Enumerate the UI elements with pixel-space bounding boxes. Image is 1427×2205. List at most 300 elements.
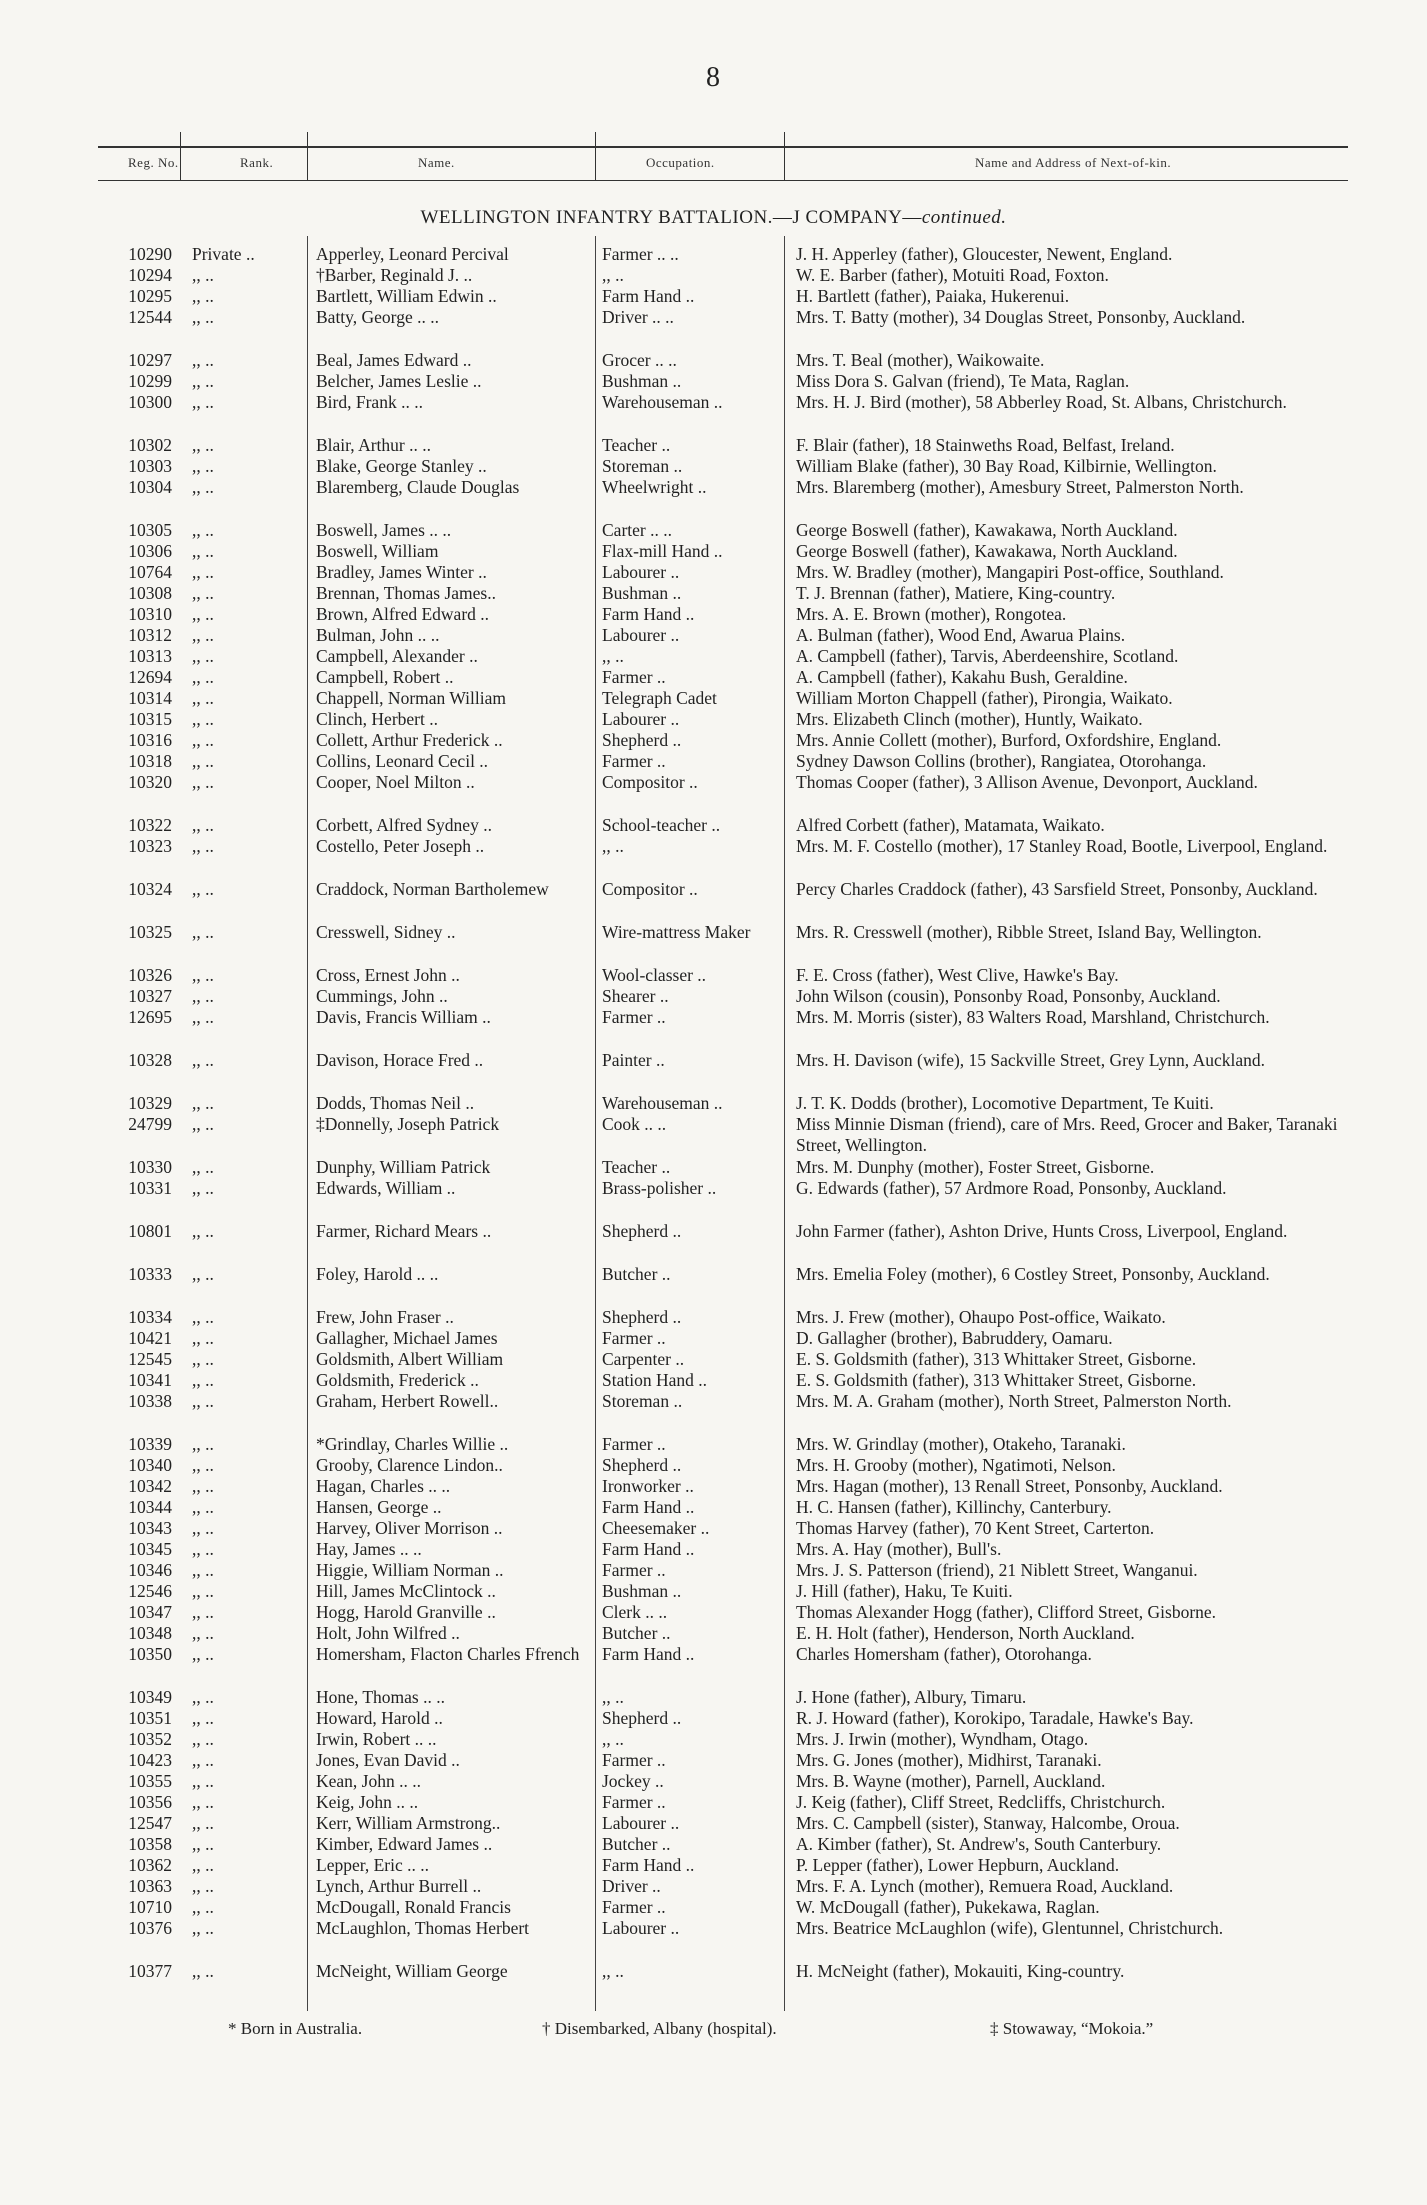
reg-number: 10324 [128, 879, 172, 899]
rank: ,, .. [192, 709, 214, 729]
header-divider [307, 132, 308, 180]
reg-number: 10801 [128, 1221, 172, 1241]
occupation: Shepherd .. [602, 1221, 682, 1241]
rank: ,, .. [192, 667, 214, 687]
soldier-name: Blair, Arthur .. .. [316, 435, 431, 455]
next-of-kin-address: Mrs. M. F. Costello (mother), 17 Stanley Road, Bootle, Liverpool, England. [796, 836, 1328, 856]
rank: ,, .. [192, 562, 214, 582]
soldier-name: Kerr, William Armstrong.. [316, 1813, 501, 1833]
reg-number: 12695 [128, 1007, 172, 1027]
rank: ,, .. [192, 646, 214, 666]
rank: ,, .. [192, 772, 214, 792]
rank: ,, .. [192, 1476, 214, 1496]
next-of-kin-address: Mrs. H. J. Bird (mother), 58 Abberley Road, St. Albans, Christchurch. [796, 392, 1287, 412]
occupation: Labourer .. [602, 562, 680, 582]
occupation: ,, .. [602, 1961, 624, 1981]
occupation: Carpenter .. [602, 1349, 685, 1369]
occupation: Teacher .. [602, 1157, 671, 1177]
rank: ,, .. [192, 392, 214, 412]
occupation: Teacher .. [602, 435, 671, 455]
occupation: Bushman .. [602, 1581, 682, 1601]
next-of-kin-address: Mrs. M. Dunphy (mother), Foster Street, Gisborne. [796, 1157, 1155, 1177]
soldier-name: Irwin, Robert .. .. [316, 1729, 437, 1749]
reg-number: 10344 [128, 1497, 172, 1517]
soldier-name: Gallagher, Michael James [316, 1328, 498, 1348]
soldier-name: Beal, James Edward .. [316, 350, 472, 370]
reg-number: 10421 [128, 1328, 172, 1348]
next-of-kin-address: George Boswell (father), Kawakawa, North Auckland. [796, 541, 1178, 561]
rank: ,, .. [192, 1961, 214, 1981]
soldier-name: Davison, Horace Fred .. [316, 1050, 484, 1070]
reg-number: 10322 [128, 815, 172, 835]
occupation: Farm Hand .. [602, 1644, 695, 1664]
page-number: 8 [706, 62, 721, 93]
rank: ,, .. [192, 1178, 214, 1198]
occupation: Carter .. .. [602, 520, 672, 540]
next-of-kin-address: Thomas Harvey (father), 70 Kent Street, Carterton. [796, 1518, 1155, 1538]
occupation: Compositor .. [602, 772, 698, 792]
occupation: ,, .. [602, 646, 624, 666]
occupation: Wheelwright .. [602, 477, 707, 497]
reg-number: 10328 [128, 1050, 172, 1070]
rank: ,, .. [192, 1834, 214, 1854]
column-header-name: Name. [418, 155, 455, 170]
section-title-continued: continued. [921, 207, 1007, 228]
reg-number: 10352 [128, 1729, 172, 1749]
soldier-name: Collett, Arthur Frederick .. [316, 730, 503, 750]
soldier-name: Brennan, Thomas James.. [316, 583, 496, 603]
occupation: Farmer .. .. [602, 244, 679, 264]
occupation: Butcher .. [602, 1623, 671, 1643]
occupation: Driver .. [602, 1876, 661, 1896]
rank: ,, .. [192, 1455, 214, 1475]
next-of-kin-address: Mrs. A. Hay (mother), Bull's. [796, 1539, 1002, 1559]
occupation: Farmer .. [602, 1792, 666, 1812]
rank: ,, .. [192, 1771, 214, 1791]
next-of-kin-address: D. Gallagher (brother), Babruddery, Oamaru. [796, 1328, 1113, 1348]
section-title [0, 207, 1427, 229]
rank: ,, .. [192, 1897, 214, 1917]
next-of-kin-address: Thomas Alexander Hogg (father), Clifford Street, Gisborne. [796, 1602, 1217, 1622]
soldier-name: Brown, Alfred Edward .. [316, 604, 490, 624]
reg-number: 10297 [128, 350, 172, 370]
reg-number: 10362 [128, 1855, 172, 1875]
soldier-name: †Barber, Reginald J. .. [316, 265, 473, 285]
occupation: Shepherd .. [602, 1708, 682, 1728]
rank: ,, .. [192, 1518, 214, 1538]
occupation: School-teacher .. [602, 815, 721, 835]
soldier-name: Bradley, James Winter .. [316, 562, 487, 582]
rank: ,, .. [192, 456, 214, 476]
rank: ,, .. [192, 730, 214, 750]
occupation: Clerk .. .. [602, 1602, 668, 1622]
rank: ,, .. [192, 520, 214, 540]
next-of-kin-address: John Wilson (cousin), Ponsonby Road, Ponsonby, Auckland. [796, 986, 1221, 1006]
reg-number: 10350 [128, 1644, 172, 1664]
reg-number: 10343 [128, 1518, 172, 1538]
occupation: Farmer .. [602, 1897, 666, 1917]
occupation: Warehouseman .. [602, 1093, 723, 1113]
rank: ,, .. [192, 286, 214, 306]
occupation: Labourer .. [602, 625, 680, 645]
reg-number: 10764 [128, 562, 172, 582]
soldier-name: Hill, James McClintock .. [316, 1581, 496, 1601]
next-of-kin-address: John Farmer (father), Ashton Drive, Hunts Cross, Liverpool, England. [796, 1221, 1288, 1241]
reg-number: 10345 [128, 1539, 172, 1559]
soldier-name: Jones, Evan David .. [316, 1750, 460, 1770]
soldier-name: Blake, George Stanley .. [316, 456, 487, 476]
soldier-name: ‡Donnelly, Joseph Patrick [316, 1114, 500, 1134]
next-of-kin-address: Mrs. H. Davison (wife), 15 Sackville Street, Grey Lynn, Auckland. [796, 1050, 1266, 1070]
occupation: ,, .. [602, 1687, 624, 1707]
rank: ,, .. [192, 1644, 214, 1664]
reg-number: 10304 [128, 477, 172, 497]
rank: ,, .. [192, 1050, 214, 1070]
reg-number: 10349 [128, 1687, 172, 1707]
rank: ,, .. [192, 1876, 214, 1896]
reg-number: 10346 [128, 1560, 172, 1580]
reg-number: 10290 [128, 244, 172, 264]
occupation: Shepherd .. [602, 730, 682, 750]
next-of-kin-address: A. Bulman (father), Wood End, Awarua Plains. [796, 625, 1126, 645]
soldier-name: Collins, Leonard Cecil .. [316, 751, 489, 771]
next-of-kin-address: William Morton Chappell (father), Pirongia, Waikato. [796, 688, 1173, 708]
soldier-name: Clinch, Herbert .. [316, 709, 438, 729]
soldier-name: Bartlett, William Edwin .. [316, 286, 497, 306]
reg-number: 12545 [128, 1349, 172, 1369]
soldier-name: Homersham, Flacton Charles Ffrench [316, 1644, 580, 1664]
rank: ,, .. [192, 815, 214, 835]
rank: ,, .. [192, 1708, 214, 1728]
occupation: Farmer .. [602, 1750, 666, 1770]
soldier-name: Keig, John .. .. [316, 1792, 419, 1812]
next-of-kin-address: Mrs. Hagan (mother), 13 Renall Street, Ponsonby, Auckland. [796, 1476, 1223, 1496]
rank: ,, .. [192, 477, 214, 497]
next-of-kin-address: H. McNeight (father), Mokauiti, King-country. [796, 1961, 1125, 1981]
reg-number: 10325 [128, 922, 172, 942]
rank: ,, .. [192, 986, 214, 1006]
reg-number: 10313 [128, 646, 172, 666]
rank: ,, .. [192, 1007, 214, 1027]
occupation: Butcher .. [602, 1264, 671, 1284]
reg-number: 24799 [128, 1114, 172, 1134]
soldier-name: McLaughlon, Thomas Herbert [316, 1918, 530, 1938]
soldier-name: *Grindlay, Charles Willie .. [316, 1434, 509, 1454]
soldier-name: Costello, Peter Joseph .. [316, 836, 485, 856]
next-of-kin-address: F. E. Cross (father), West Clive, Hawke's Bay. [796, 965, 1119, 985]
next-of-kin-address: Mrs. H. Grooby (mother), Ngatimoti, Nelson. [796, 1455, 1116, 1475]
column-line [307, 236, 308, 2011]
soldier-name: Apperley, Leonard Percival [316, 244, 509, 264]
column-header-next-of-kin: Name and Address of Next-of-kin. [975, 155, 1172, 170]
rank: ,, .. [192, 435, 214, 455]
occupation: Wire-mattress Maker [602, 922, 751, 942]
reg-number: 10333 [128, 1264, 172, 1284]
reg-number: 10299 [128, 371, 172, 391]
occupation: Telegraph Cadet [602, 688, 717, 708]
rank: ,, .. [192, 1581, 214, 1601]
next-of-kin-address: G. Edwards (father), 57 Ardmore Road, Ponsonby, Auckland. [796, 1178, 1227, 1198]
reg-number: 12544 [128, 307, 172, 327]
soldier-name: Dodds, Thomas Neil .. [316, 1093, 475, 1113]
reg-number: 10423 [128, 1750, 172, 1770]
next-of-kin-address: J. T. K. Dodds (brother), Locomotive Department, Te Kuiti. [796, 1093, 1214, 1113]
reg-number: 10355 [128, 1771, 172, 1791]
rank: ,, .. [192, 1307, 214, 1327]
next-of-kin-address: Mrs. J. Irwin (mother), Wyndham, Otago. [796, 1729, 1089, 1749]
rank: ,, .. [192, 1221, 214, 1241]
occupation: ,, .. [602, 1729, 624, 1749]
rank: ,, .. [192, 625, 214, 645]
rank: ,, .. [192, 604, 214, 624]
reg-number: 10376 [128, 1918, 172, 1938]
next-of-kin-address: H. C. Hansen (father), Killinchy, Canterbury. [796, 1497, 1112, 1517]
reg-number: 12547 [128, 1813, 172, 1833]
occupation: Butcher .. [602, 1834, 671, 1854]
occupation: Shepherd .. [602, 1455, 682, 1475]
rank: ,, .. [192, 879, 214, 899]
occupation: Farmer .. [602, 667, 666, 687]
soldier-name: Lepper, Eric .. .. [316, 1855, 429, 1875]
rank: ,, .. [192, 751, 214, 771]
next-of-kin-address: Mrs. Beatrice McLaughlon (wife), Glentunnel, Christchurch. [796, 1918, 1224, 1938]
rank: ,, .. [192, 265, 214, 285]
occupation: Farmer .. [602, 1328, 666, 1348]
rank: ,, .. [192, 1687, 214, 1707]
soldier-name: Dunphy, William Patrick [316, 1157, 491, 1177]
soldier-name: Goldsmith, Frederick .. [316, 1370, 479, 1390]
reg-number: 10358 [128, 1834, 172, 1854]
rank: ,, .. [192, 1157, 214, 1177]
next-of-kin-address: P. Lepper (father), Lower Hepburn, Auckland. [796, 1855, 1120, 1875]
reg-number: 10347 [128, 1602, 172, 1622]
soldier-name: Bird, Frank .. .. [316, 392, 423, 412]
header-rule-bottom [98, 180, 1348, 181]
rank: ,, .. [192, 1855, 214, 1875]
next-of-kin-address: Mrs. Elizabeth Clinch (mother), Huntly, Waikato. [796, 709, 1143, 729]
occupation: Wool-classer .. [602, 965, 707, 985]
next-of-kin-address: T. J. Brennan (father), Matiere, King-country. [796, 583, 1116, 603]
rank: ,, .. [192, 688, 214, 708]
rank: ,, .. [192, 1539, 214, 1559]
next-of-kin-address: J. Hill (father), Haku, Te Kuiti. [796, 1581, 1013, 1601]
rank: ,, .. [192, 1264, 214, 1284]
reg-number: 10314 [128, 688, 172, 708]
reg-number: 10316 [128, 730, 172, 750]
occupation: Farm Hand .. [602, 286, 695, 306]
occupation: Grocer .. .. [602, 350, 677, 370]
header-rule-top [98, 146, 1348, 148]
reg-number: 12694 [128, 667, 172, 687]
soldier-name: Cross, Ernest John .. [316, 965, 460, 985]
soldier-name: Chappell, Norman William [316, 688, 506, 708]
soldier-name: Bulman, John .. .. [316, 625, 440, 645]
footnote-disembarked: † Disembarked, Albany (hospital). [542, 2019, 777, 2038]
reg-number: 10363 [128, 1876, 172, 1896]
reg-number: 10303 [128, 456, 172, 476]
occupation: Ironworker .. [602, 1476, 694, 1496]
soldier-name: Batty, George .. .. [316, 307, 439, 327]
header-divider [595, 132, 596, 180]
next-of-kin-address: Mrs. Blaremberg (mother), Amesbury Street, Palmerston North. [796, 477, 1244, 497]
rank: ,, .. [192, 1560, 214, 1580]
next-of-kin-address: Mrs. B. Wayne (mother), Parnell, Auckland. [796, 1771, 1106, 1791]
soldier-name: Campbell, Robert .. [316, 667, 454, 687]
next-of-kin-address: J. H. Apperley (father), Gloucester, Newent, England. [796, 244, 1173, 264]
soldier-name: Farmer, Richard Mears .. [316, 1221, 492, 1241]
reg-number: 10294 [128, 265, 172, 285]
reg-number: 10351 [128, 1708, 172, 1728]
soldier-name: Davis, Francis William .. [316, 1007, 491, 1027]
next-of-kin-address: Alfred Corbett (father), Matamata, Waikato. [796, 815, 1105, 835]
reg-number: 10338 [128, 1391, 172, 1411]
next-of-kin-address: Mrs. F. A. Lynch (mother), Remuera Road, Auckland. [796, 1876, 1174, 1896]
soldier-name: Goldsmith, Albert William [316, 1349, 504, 1369]
rank: ,, .. [192, 1918, 214, 1938]
occupation: Painter .. [602, 1050, 665, 1070]
soldier-name: Frew, John Fraser .. [316, 1307, 454, 1327]
next-of-kin-address: Mrs. J. S. Patterson (friend), 21 Niblett Street, Wanganui. [796, 1560, 1198, 1580]
occupation: ,, .. [602, 836, 624, 856]
occupation: Labourer .. [602, 709, 680, 729]
reg-number: 10331 [128, 1178, 172, 1198]
reg-number: 10348 [128, 1623, 172, 1643]
next-of-kin-address: E. S. Goldsmith (father), 313 Whittaker Street, Gisborne. [796, 1349, 1197, 1369]
occupation: Farm Hand .. [602, 1539, 695, 1559]
soldier-name: Cresswell, Sidney .. [316, 922, 456, 942]
soldier-name: Hansen, George .. [316, 1497, 442, 1517]
reg-number: 10310 [128, 604, 172, 624]
occupation: Shepherd .. [602, 1307, 682, 1327]
reg-number: 10320 [128, 772, 172, 792]
next-of-kin-address: J. Keig (father), Cliff Street, Redcliffs, Christchurch. [796, 1792, 1166, 1812]
rank: Private .. [192, 244, 255, 264]
soldier-name: Foley, Harold .. .. [316, 1264, 439, 1284]
soldier-name: Hay, James .. .. [316, 1539, 422, 1559]
next-of-kin-address: Mrs. R. Cresswell (mother), Ribble Street, Island Bay, Wellington. [796, 922, 1262, 942]
next-of-kin-address: F. Blair (father), 18 Stainweths Road, Belfast, Ireland. [796, 435, 1175, 455]
next-of-kin-address: Mrs. A. E. Brown (mother), Rongotea. [796, 604, 1067, 624]
rank: ,, .. [192, 1602, 214, 1622]
rank: ,, .. [192, 1729, 214, 1749]
soldier-name: Craddock, Norman Bartholemew [316, 879, 549, 899]
next-of-kin-address: Mrs. J. Frew (mother), Ohaupo Post-office, Waikato. [796, 1307, 1166, 1327]
soldier-name: Lynch, Arthur Burrell .. [316, 1876, 482, 1896]
next-of-kin-address: A. Kimber (father), St. Andrew's, South Canterbury. [796, 1834, 1162, 1854]
occupation: Jockey .. [602, 1771, 664, 1791]
soldier-name: Cooper, Noel Milton .. [316, 772, 475, 792]
column-header-rank: Rank. [240, 155, 274, 170]
soldier-name: Hone, Thomas .. .. [316, 1687, 445, 1707]
next-of-kin-address: Miss Minnie Disman (friend), care of Mrs. Reed, Grocer and Baker, Taranaki Street, Wellington. [796, 1114, 1338, 1155]
rank: ,, .. [192, 1434, 214, 1454]
reg-number: 10318 [128, 751, 172, 771]
rank: ,, .. [192, 1370, 214, 1390]
rank: ,, .. [192, 1813, 214, 1833]
next-of-kin-address: E. S. Goldsmith (father), 313 Whittaker Street, Gisborne. [796, 1370, 1197, 1390]
next-of-kin-address: Mrs. W. Bradley (mother), Mangapiri Post-office, Southland. [796, 562, 1224, 582]
rank: ,, .. [192, 1349, 214, 1369]
soldier-name: Belcher, James Leslie .. [316, 371, 482, 391]
occupation: Labourer .. [602, 1813, 680, 1833]
soldier-name: Holt, John Wilfred .. [316, 1623, 460, 1643]
next-of-kin-address: R. J. Howard (father), Korokipo, Taradale, Hawke's Bay. [796, 1708, 1194, 1728]
soldier-name: Blaremberg, Claude Douglas [316, 477, 520, 497]
rank: ,, .. [192, 836, 214, 856]
occupation: Warehouseman .. [602, 392, 723, 412]
reg-number: 10342 [128, 1476, 172, 1496]
occupation: ,, .. [602, 265, 624, 285]
reg-number: 10295 [128, 286, 172, 306]
next-of-kin-address: Mrs. M. A. Graham (mother), North Street, Palmerston North. [796, 1391, 1232, 1411]
next-of-kin-address: W. McDougall (father), Pukekawa, Raglan. [796, 1897, 1100, 1917]
rank: ,, .. [192, 965, 214, 985]
next-of-kin-address: J. Hone (father), Albury, Timaru. [796, 1687, 1027, 1707]
reg-number: 10323 [128, 836, 172, 856]
reg-number: 10306 [128, 541, 172, 561]
soldier-name: Kimber, Edward James .. [316, 1834, 493, 1854]
rank: ,, .. [192, 1497, 214, 1517]
occupation: Flax-mill Hand .. [602, 541, 723, 561]
reg-number: 10329 [128, 1093, 172, 1113]
soldier-name: Howard, Harold .. [316, 1708, 443, 1728]
soldier-name: Campbell, Alexander .. [316, 646, 478, 666]
soldier-name: Harvey, Oliver Morrison .. [316, 1518, 503, 1538]
rank: ,, .. [192, 1114, 214, 1134]
next-of-kin-address: W. E. Barber (father), Motuiti Road, Foxton. [796, 265, 1109, 285]
soldier-name: Graham, Herbert Rowell.. [316, 1391, 499, 1411]
occupation: Labourer .. [602, 1918, 680, 1938]
reg-number: 10377 [128, 1961, 172, 1981]
rank: ,, .. [192, 583, 214, 603]
occupation: Storeman .. [602, 456, 683, 476]
soldier-name: Hagan, Charles .. .. [316, 1476, 451, 1496]
rank: ,, .. [192, 1792, 214, 1812]
occupation: Bushman .. [602, 583, 682, 603]
reg-number: 10312 [128, 625, 172, 645]
occupation: Shearer .. [602, 986, 669, 1006]
next-of-kin-address: Percy Charles Craddock (father), 43 Sarsfield Street, Ponsonby, Auckland. [796, 879, 1318, 899]
next-of-kin-address: Sydney Dawson Collins (brother), Rangiatea, Otorohanga. [796, 751, 1207, 771]
soldier-name: Boswell, James .. .. [316, 520, 452, 540]
footnote-stowaway: ‡ Stowaway, “Mokoia.” [990, 2019, 1154, 2038]
soldier-name: Higgie, William Norman .. [316, 1560, 504, 1580]
reg-number: 10710 [128, 1897, 172, 1917]
reg-number: 10330 [128, 1157, 172, 1177]
occupation: Farmer .. [602, 1560, 666, 1580]
occupation: Farm Hand .. [602, 604, 695, 624]
reg-number: 10327 [128, 986, 172, 1006]
reg-number: 10339 [128, 1434, 172, 1454]
rank: ,, .. [192, 1328, 214, 1348]
next-of-kin-address: E. H. Holt (father), Henderson, North Auckland. [796, 1623, 1135, 1643]
next-of-kin-address: Miss Dora S. Galvan (friend), Te Mata, Raglan. [796, 371, 1130, 391]
occupation: Driver .. .. [602, 307, 674, 327]
next-of-kin-address: Mrs. M. Morris (sister), 83 Walters Road, Marshland, Christchurch. [796, 1007, 1270, 1027]
reg-number: 10308 [128, 583, 172, 603]
occupation: Cheesemaker .. [602, 1518, 710, 1538]
soldier-name: Edwards, William .. [316, 1178, 456, 1198]
next-of-kin-address: Mrs. Emelia Foley (mother), 6 Costley Street, Ponsonby, Auckland. [796, 1264, 1270, 1284]
occupation: Farm Hand .. [602, 1497, 695, 1517]
occupation: Storeman .. [602, 1391, 683, 1411]
next-of-kin-address: William Blake (father), 30 Bay Road, Kilbirnie, Wellington. [796, 456, 1217, 476]
header-divider [180, 132, 181, 180]
next-of-kin-address: Mrs. T. Beal (mother), Waikowaite. [796, 350, 1045, 370]
soldier-name: Boswell, William [316, 541, 439, 561]
column-header-occupation: Occupation. [646, 155, 715, 170]
next-of-kin-address: Mrs. C. Campbell (sister), Stanway, Halcombe, Oroua. [796, 1813, 1180, 1833]
